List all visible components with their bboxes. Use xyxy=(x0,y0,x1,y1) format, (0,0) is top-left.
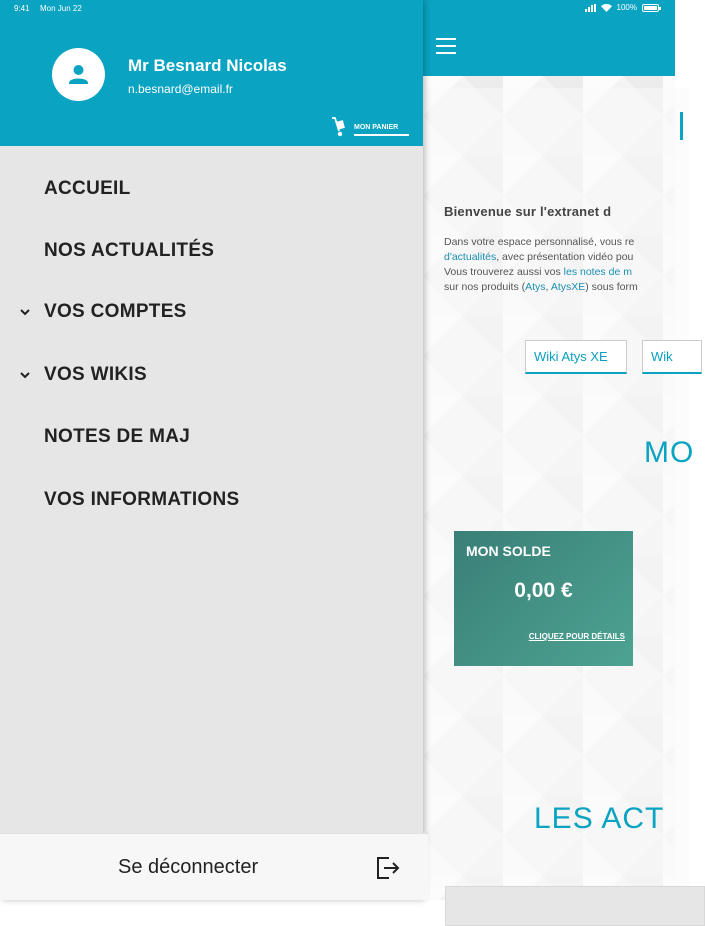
actualites-link[interactable]: d'actualités xyxy=(444,251,497,263)
atysxe-link[interactable]: AtysXE xyxy=(550,281,586,293)
nav-item-label: NOTES DE MAJ xyxy=(44,426,191,447)
status-bar xyxy=(0,0,675,18)
nav-item-vos-wikis[interactable] xyxy=(0,349,423,399)
signal-icon xyxy=(585,4,596,12)
solde-label: MON SOLDE xyxy=(466,543,551,559)
welcome-title: Bienvenue sur l'extranet d xyxy=(444,204,612,219)
status-icons xyxy=(585,3,659,12)
notes-de-maj-link[interactable]: les notes de m xyxy=(563,266,632,278)
user-email: n.besnard@email.fr xyxy=(128,82,233,96)
hamburger-menu-icon[interactable] xyxy=(436,38,456,56)
logout-button[interactable]: Se déconnecter xyxy=(118,856,259,878)
atys-link[interactable]: Atys xyxy=(525,281,546,293)
nav-item-notes-de-maj[interactable] xyxy=(0,411,423,461)
nav-item-accueil[interactable] xyxy=(0,163,423,213)
nav-item-label: VOS WIKIS xyxy=(44,364,147,385)
mon-panier-button[interactable] xyxy=(330,116,410,138)
paragraph-text: , avec présentation vidéo pou xyxy=(496,251,634,263)
battery-icon xyxy=(642,4,659,12)
section-heading: MO xyxy=(644,436,695,469)
nav-item-label: NOS ACTUALITÉS xyxy=(44,240,215,261)
person-icon xyxy=(52,48,105,101)
nav-item-label: VOS COMPTES xyxy=(44,301,187,322)
wiki-atys-xe-button[interactable]: Wiki Atys XE xyxy=(525,340,627,374)
paragraph-text: sur nos produits ( xyxy=(444,281,526,293)
nav-item-nos-actualites[interactable] xyxy=(0,225,423,275)
logo-fragment xyxy=(680,112,683,140)
content-card xyxy=(429,88,695,888)
logout-icon[interactable] xyxy=(375,854,401,882)
news-card[interactable] xyxy=(445,886,705,926)
wifi-icon xyxy=(601,4,612,12)
welcome-paragraph-line xyxy=(444,281,638,293)
nav-item-vos-informations[interactable] xyxy=(0,474,423,524)
battery-percent: 100% xyxy=(616,3,637,12)
welcome-paragraph-line xyxy=(444,236,634,248)
solde-value: 0,00 € xyxy=(514,579,573,602)
hand-truck-icon xyxy=(330,116,350,138)
status-date: Mon Jun 22 xyxy=(40,4,82,13)
nav-item-label: VOS INFORMATIONS xyxy=(44,489,240,510)
drawer-footer xyxy=(0,833,428,900)
solde-card[interactable] xyxy=(454,531,633,666)
paragraph-text: ) sous form xyxy=(585,281,638,293)
avatar[interactable] xyxy=(52,48,105,101)
paragraph-text: Vous trouverez aussi vos xyxy=(444,266,564,278)
chevron-down-icon xyxy=(19,370,31,380)
actualites-heading: LES ACT xyxy=(534,802,665,835)
status-time: 9:41 xyxy=(14,4,30,13)
main-content xyxy=(423,76,695,900)
chevron-down-icon xyxy=(19,307,31,317)
user-name: Mr Besnard Nicolas xyxy=(128,56,287,75)
welcome-paragraph-line xyxy=(444,251,633,263)
wiki-button[interactable]: Wik xyxy=(642,340,702,374)
nav-item-label: ACCUEIL xyxy=(44,178,131,199)
nav-item-vos-comptes[interactable] xyxy=(0,286,423,336)
paragraph-text: , xyxy=(545,281,551,293)
welcome-paragraph-line xyxy=(444,266,632,278)
paragraph-text: Dans votre espace personnalisé, vous re xyxy=(444,236,635,248)
drawer-header xyxy=(0,0,423,146)
solde-details-link[interactable]: CLIQUEZ POUR DÉTAILS xyxy=(528,632,625,641)
mon-panier-label: MON PANIER xyxy=(354,124,409,136)
